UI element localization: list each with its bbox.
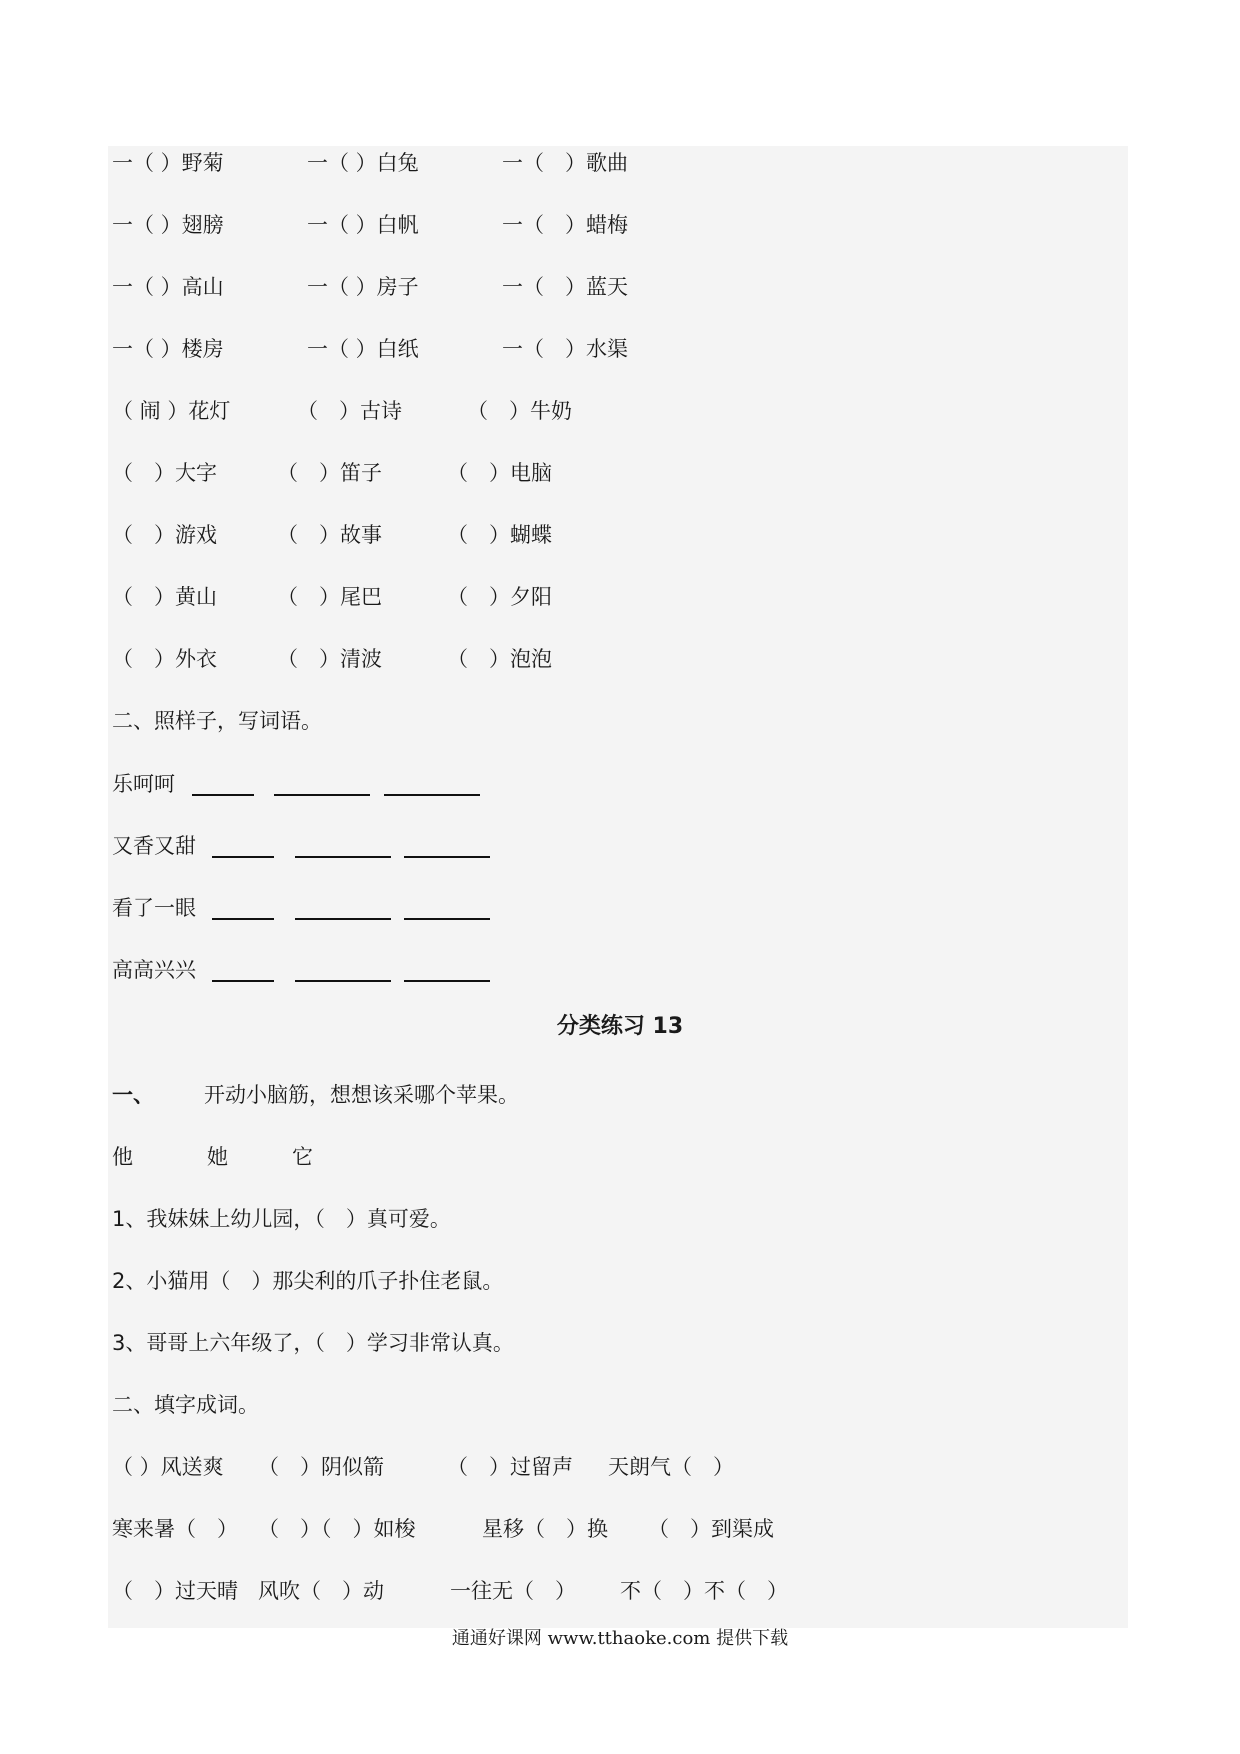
measure-word-item: 一（ ）歌曲 xyxy=(502,151,628,175)
sentence-text: 3、哥哥上六年级了，（ ）学习非常认真。 xyxy=(112,1331,514,1355)
measure-word-item: 一（ ）蜡梅 xyxy=(502,213,628,237)
idiom-item: 寒来暑（ ） xyxy=(112,1517,238,1541)
answer-blank[interactable] xyxy=(192,764,254,796)
pronoun-option: 她 xyxy=(207,1145,228,1169)
idiom-item: （ ）过留声 xyxy=(447,1455,573,1479)
measure-word-item: 一（ ）蓝天 xyxy=(502,275,628,299)
pronoun-option: 他 xyxy=(112,1145,133,1169)
verb-item: （ ）尾巴 xyxy=(277,585,382,609)
idiom-item: 星移（ ）换 xyxy=(482,1517,608,1541)
example-word: 又香又甜 xyxy=(112,834,196,858)
part1-instruction: 开动小脑筋，想想该采哪个苹果。 xyxy=(204,1083,519,1107)
example-word: 乐呵呵 xyxy=(112,772,175,796)
answer-blank[interactable] xyxy=(295,950,391,982)
verb-item: （ ）清波 xyxy=(277,647,382,671)
answer-blank[interactable] xyxy=(212,888,274,920)
answer-blank[interactable] xyxy=(295,826,391,858)
measure-word-item: 一（ ）高山 xyxy=(112,275,224,299)
exercise-title: 分类练习 13 xyxy=(556,1014,684,1039)
measure-word-item: 一（ ）野菊 xyxy=(112,151,224,175)
idiom-item: 风吹（ ）动 xyxy=(258,1579,384,1603)
part2-heading-text: 二、填字成词。 xyxy=(112,1393,259,1417)
measure-word-item: 一（ ）房子 xyxy=(307,275,419,299)
measure-word-item: 一（ ）白纸 xyxy=(307,337,419,361)
sentence-text: 1、我妹妹上幼儿园，（ ）真可爱。 xyxy=(112,1207,451,1231)
measure-word-item: 一（ ）水渠 xyxy=(502,337,628,361)
verb-item: （ ）夕阳 xyxy=(447,585,552,609)
footer-credit: 通通好课网 www.tthaoke.com 提供下载 xyxy=(451,1628,789,1649)
answer-blank[interactable] xyxy=(212,826,274,858)
answer-blank[interactable] xyxy=(384,764,480,796)
measure-word-item: 一（ ）楼房 xyxy=(112,337,224,361)
verb-item: （ ）电脑 xyxy=(447,461,552,485)
verb-item: （ ）泡泡 xyxy=(447,647,552,671)
verb-item: （ ）牛奶 xyxy=(467,399,572,423)
verb-item: （ ）古诗 xyxy=(297,399,402,423)
verb-item: （ ）大字 xyxy=(112,461,217,485)
measure-word-item: 一（ ）白兔 xyxy=(307,151,419,175)
idiom-item: 一往无（ ） xyxy=(450,1579,576,1603)
verb-item: （ ）故事 xyxy=(277,523,382,547)
idiom-item: （ ）阴似箭 xyxy=(258,1455,384,1479)
verb-item: （ 闹 ）花灯 xyxy=(112,399,231,423)
measure-word-item: 一（ ）白帆 xyxy=(307,213,419,237)
answer-blank[interactable] xyxy=(404,950,490,982)
idiom-item: 天朗气（ ） xyxy=(608,1455,734,1479)
verb-item: （ ）蝴蝶 xyxy=(447,523,552,547)
measure-word-item: 一（ ）翅膀 xyxy=(112,213,224,237)
example-word: 看了一眼 xyxy=(112,896,196,920)
sentence-text: 2、小猫用（ ）那尖利的爪子扑住老鼠。 xyxy=(112,1269,504,1293)
answer-blank[interactable] xyxy=(274,764,370,796)
idiom-item: （ ）到渠成 xyxy=(648,1517,774,1541)
part1-number: 一、 xyxy=(112,1083,154,1107)
pronoun-option: 它 xyxy=(292,1145,313,1169)
answer-blank[interactable] xyxy=(295,888,391,920)
answer-blank[interactable] xyxy=(212,950,274,982)
idiom-item: 不（ ）不（ ） xyxy=(620,1579,788,1603)
idiom-item: （ ）风送爽 xyxy=(112,1455,224,1479)
idiom-item: （ ）过天晴 xyxy=(112,1579,238,1603)
answer-blank[interactable] xyxy=(404,826,490,858)
verb-item: （ ）笛子 xyxy=(277,461,382,485)
idiom-item: （ ）（ ）如梭 xyxy=(258,1517,416,1541)
verb-item: （ ）游戏 xyxy=(112,523,217,547)
example-word: 高高兴兴 xyxy=(112,958,196,982)
answer-blank[interactable] xyxy=(404,888,490,920)
section-heading-text: 二、照样子，写词语。 xyxy=(112,709,322,733)
verb-item: （ ）黄山 xyxy=(112,585,217,609)
verb-item: （ ）外衣 xyxy=(112,647,217,671)
